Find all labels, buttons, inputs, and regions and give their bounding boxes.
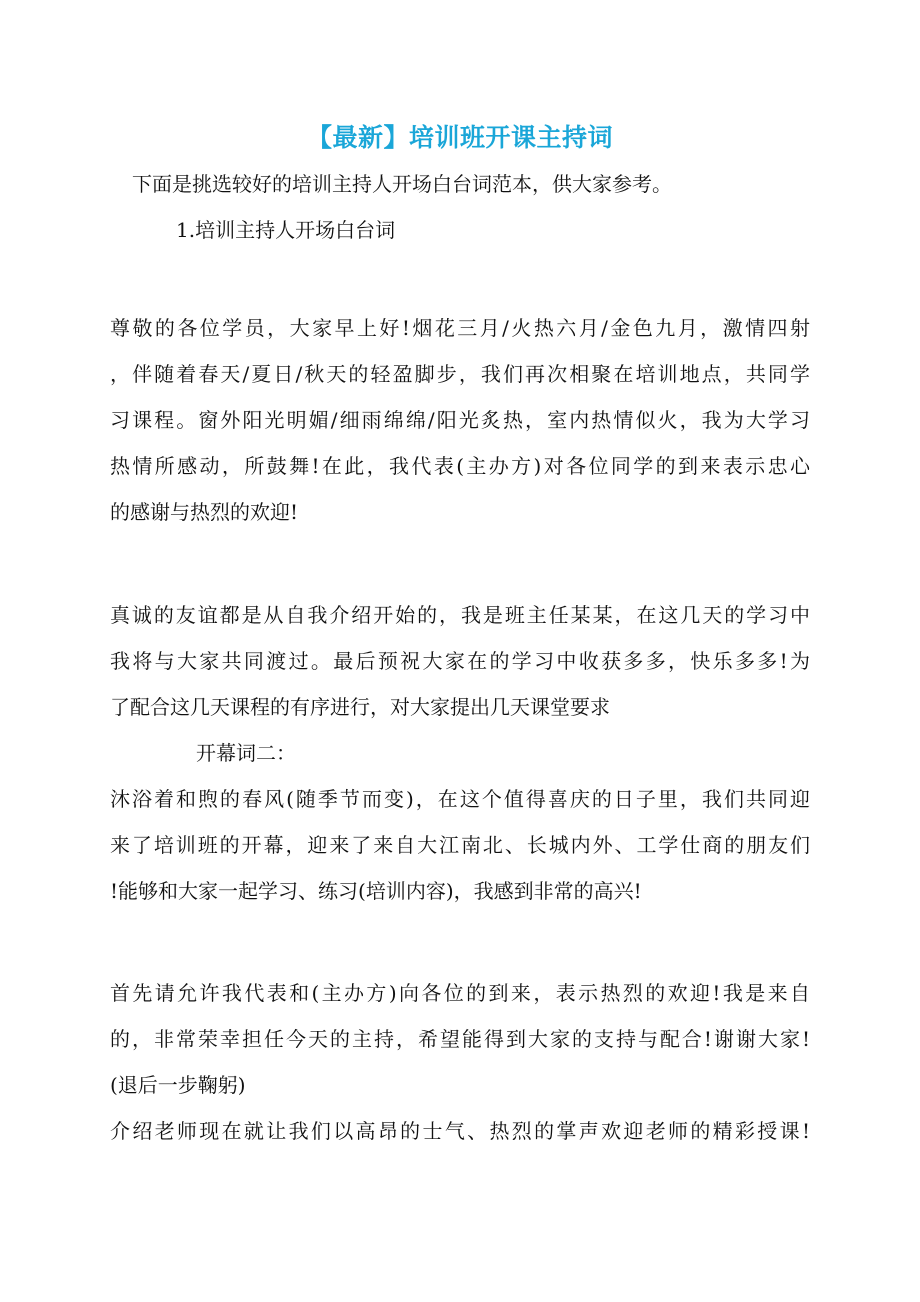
paragraph-line: 热情所感动，所鼓舞!在此，我代表(主办方)对各位同学的到来表示忠心 [110,454,810,478]
paragraph-line: 尊敬的各位学员，大家早上好!烟花三月/火热六月/金色九月，激情四射 [110,316,810,340]
section-heading-1: 1.培训主持人开场白台词 [176,218,396,242]
paragraph-line: 了配合这几天课程的有序进行，对大家提出几天课堂要求 [110,695,610,719]
intro-text: 下面是挑选较好的培训主持人开场白台词范本，供大家参考。 [132,172,672,196]
paragraph-line: 的，非常荣幸担任今天的主持，希望能得到大家的支持与配合!谢谢大家! [110,1027,810,1051]
paragraph-line: (退后一步鞠躬) [110,1073,246,1097]
document-title: 【最新】培训班开课主持词 [306,123,613,152]
section-heading-2: 开幕词二： [196,741,296,765]
paragraph-line: !能够和大家一起学习、练习(培训内容)，我感到非常的高兴! [110,879,642,903]
paragraph-line: 的感谢与热烈的欢迎! [110,500,299,524]
paragraph-line: 来了培训班的开幕，迎来了来自大江南北、长城内外、工学仕商的朋友们 [110,833,810,857]
paragraph-line: 介绍老师现在就让我们以高昂的士气、热烈的掌声欢迎老师的精彩授课! [110,1119,810,1143]
paragraph-line: 沐浴着和煦的春风(随季节而变)，在这个值得喜庆的日子里，我们共同迎 [110,787,810,811]
paragraph-line: 首先请允许我代表和(主办方)向各位的到来，表示热烈的欢迎!我是来自 [110,981,810,1005]
paragraph-line: 真诚的友谊都是从自我介绍开始的，我是班主任某某，在这几天的学习中 [110,603,810,627]
paragraph-line: 习课程。窗外阳光明媚/细雨绵绵/阳光炙热，室内热情似火，我为大学习 [110,408,810,432]
paragraph-line: ，伴随着春天/夏日/秋天的轻盈脚步，我们再次相聚在培训地点，共同学 [110,362,810,386]
paragraph-line: 我将与大家共同渡过。最后预祝大家在的学习中收获多多，快乐多多!为 [110,649,810,673]
